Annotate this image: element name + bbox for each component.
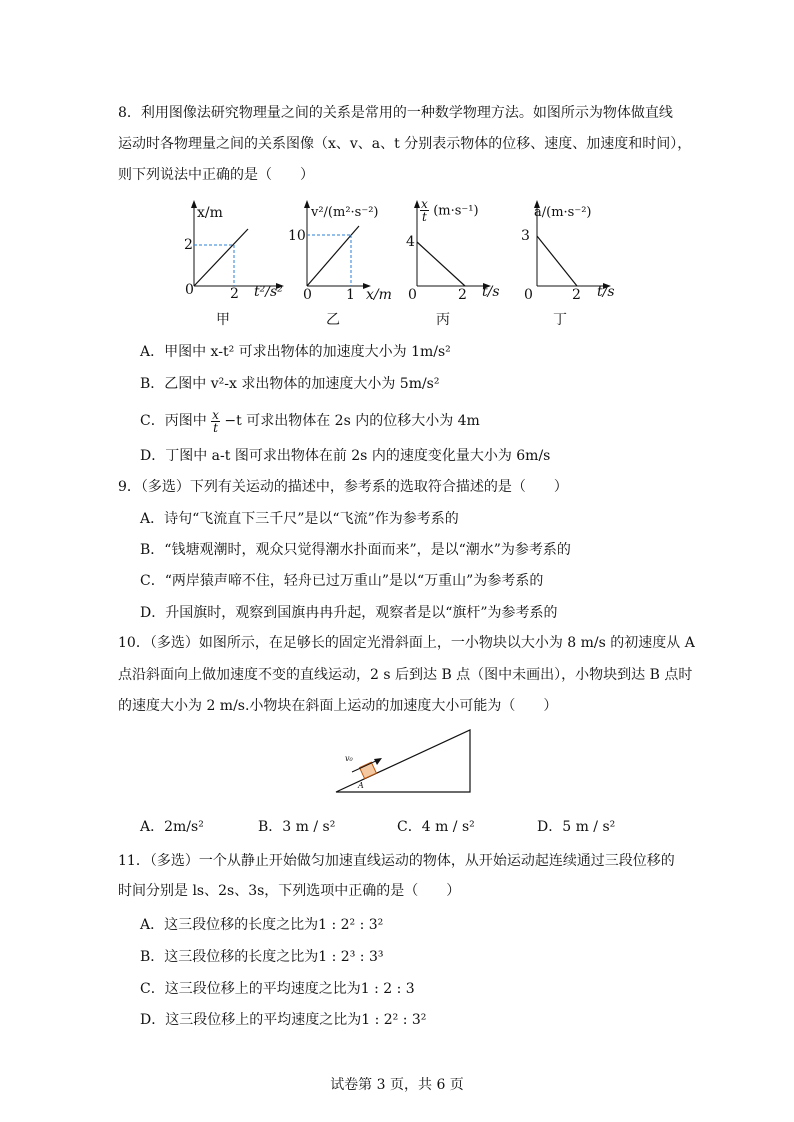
graph-ding-origin: 0 bbox=[524, 287, 533, 303]
graph-bing-ylabel-frac bbox=[420, 198, 479, 223]
q11-stem-line1: 11．（多选）一个从静止开始做匀加速直线运动的物体，从开始运动起连续通过三段位移的 bbox=[118, 853, 675, 869]
graph-yi-ylabel: v²/(m²·s⁻²) bbox=[311, 205, 379, 220]
q11-option-a: A．这三段位移的长度之比为1 : 2² : 3² bbox=[140, 917, 384, 933]
q11-option-d: D．这三段位移上的平均速度之比为1 : 2² : 3² bbox=[140, 1012, 427, 1028]
q10-option-a: A．2m/s² bbox=[140, 819, 204, 835]
graph-jia-origin: 0 bbox=[185, 282, 194, 298]
incline-point-a-label: A bbox=[358, 781, 364, 790]
page-footer: 试卷第 3 页，共 6 页 bbox=[330, 1077, 464, 1093]
incline-velocity-label: v₀ bbox=[345, 754, 353, 763]
q9-option-c: C．“两岸猿声啼不住，轻舟已过万重山”是以“万重山”为参考系的 bbox=[140, 573, 544, 589]
q8-option-a: A．甲图中 x-t² 可求出物体的加速度大小为 1m/s² bbox=[140, 344, 451, 360]
graph-ding-xlabel: t/s bbox=[597, 284, 615, 300]
q11-stem-line2: 时间分别是 ls、2s、3s，下列选项中正确的是（ ） bbox=[118, 883, 461, 899]
q8-option-d: D．丁图中 a-t 图可求出物体在前 2s 内的速度变化量大小为 6m/s bbox=[140, 448, 551, 464]
graph-jia-xval: 2 bbox=[230, 286, 239, 302]
graph-jia-ylabel: x/m bbox=[197, 205, 223, 221]
q10-option-c: C．4 m / s² bbox=[397, 819, 475, 835]
graph-bing-xlabel: t/s bbox=[482, 284, 500, 300]
q8-option-b: B．乙图中 v²-x 求出物体的加速度大小为 5m/s² bbox=[140, 376, 440, 392]
graph-yi-xlabel: x/m bbox=[366, 287, 392, 303]
graph-jia-xlabel: t²/s² bbox=[254, 284, 283, 300]
q10-stem-line2: 点沿斜面向上做加速度不变的直线运动，2 s 后到达 B 点（图中未画出），小物块到达 B 点时 bbox=[118, 667, 693, 683]
q9-option-a: A．诗句“飞流直下三千尺”是以“飞流”作为参考系的 bbox=[140, 511, 459, 527]
graph-ding-xval: 2 bbox=[572, 287, 581, 303]
q8-option-c-frac-num: x bbox=[212, 407, 219, 422]
q8-option-c-frac-den: t bbox=[213, 420, 218, 435]
q11-option-c: C．这三段位移上的平均速度之比为1 : 2 : 3 bbox=[140, 981, 415, 997]
graph-ding-ylabel: a/(m·s⁻²) bbox=[534, 205, 592, 220]
q9-option-b: B．“钱塘观潮时，观众只觉得潮水扑面而来”，是以“潮水”为参考系的 bbox=[140, 542, 571, 558]
q8-option-c-post: −t 可求出物体在 2s 内的位移大小为 4m bbox=[224, 413, 480, 429]
q10-stem-line1: 10．（多选）如图所示，在足够长的固定光滑斜面上，一小物块以大小为 8 m/s 的初速度从 A bbox=[118, 635, 695, 651]
q11-option-b: B．这三段位移的长度之比为1 : 2³ : 3³ bbox=[140, 949, 384, 965]
graph-yi-origin: 0 bbox=[303, 287, 312, 303]
q10-stem-line3: 的速度大小为 2 m/s.小物块在斜面上运动的加速度大小可能为（ ） bbox=[118, 698, 558, 714]
graph-ding-name: 丁 bbox=[553, 312, 567, 328]
q10-option-d: D．5 m / s² bbox=[537, 819, 616, 835]
q8-stem-line2: 运动时各物理量之间的关系图像（x、v、a、t 分别表示物体的位移、速度、加速度和时间）， bbox=[118, 136, 692, 152]
graph-bing-frac-num: x bbox=[421, 197, 428, 211]
q9-stem: 9．（多选）下列有关运动的描述中，参考系的选取符合描述的是（ ） bbox=[118, 479, 568, 495]
q8-option-c bbox=[140, 406, 480, 436]
graph-ding-yval: 3 bbox=[521, 228, 530, 244]
graph-bing-origin: 0 bbox=[408, 287, 417, 303]
graph-yi-xval: 1 bbox=[346, 287, 355, 303]
graph-jia-name: 甲 bbox=[216, 312, 230, 328]
q8-stem-line1: 8．利用图像法研究物理量之间的关系是常用的一种数学物理方法。如图所示为物体做直线 bbox=[118, 105, 673, 121]
q10-option-b: B．3 m / s² bbox=[258, 819, 336, 835]
graph-bing-ylabel: (m·s⁻¹) bbox=[433, 203, 479, 219]
graph-bing-yval: 4 bbox=[406, 234, 415, 250]
graph-jia-yval: 2 bbox=[184, 237, 193, 253]
graph-bing-xval: 2 bbox=[458, 287, 467, 303]
graph-yi-yval: 10 bbox=[288, 228, 306, 244]
q8-option-c-pre: C．丙图中 bbox=[140, 413, 207, 429]
graph-bing-name: 丙 bbox=[436, 312, 450, 328]
q9-option-d: D．升国旗时，观察到国旗冉冉升起，观察者是以“旗杆”为参考系的 bbox=[140, 605, 558, 621]
graph-bing-frac-den: t bbox=[421, 210, 427, 224]
q8-stem-line3: 则下列说法中正确的是（ ） bbox=[118, 167, 314, 183]
graph-yi-name: 乙 bbox=[326, 312, 340, 328]
